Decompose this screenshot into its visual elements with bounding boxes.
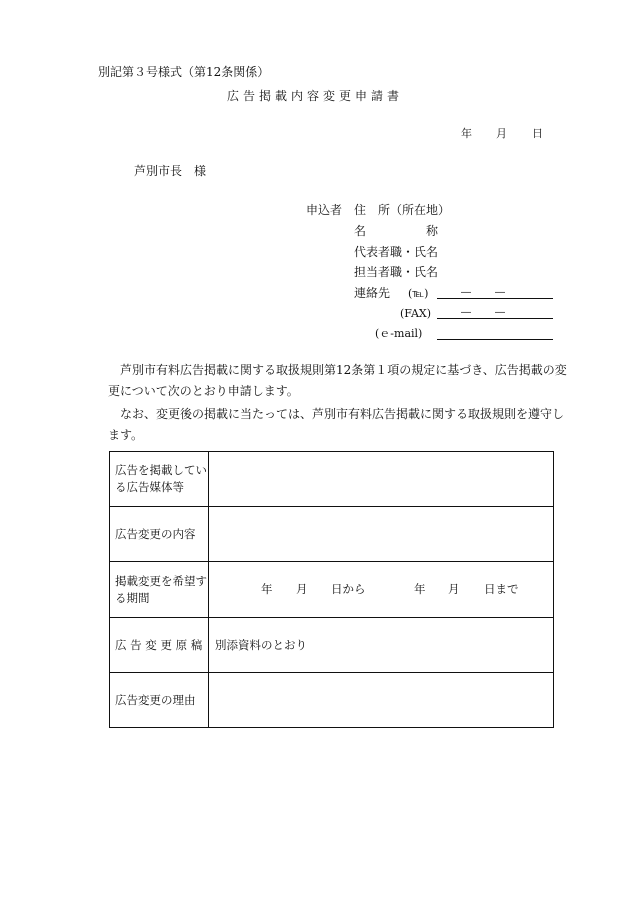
- row-value-draft[interactable]: 別添資料のとおり: [209, 618, 554, 673]
- table-row: [110, 507, 554, 562]
- addressee: 芦別市長 様: [134, 164, 207, 178]
- document-title: 広告掲載内容変更申請書: [226, 89, 403, 103]
- tel-line[interactable]: [437, 298, 553, 299]
- row-label-reason: 広告変更の理由: [110, 673, 209, 728]
- row-value-media[interactable]: [209, 452, 554, 507]
- row-value-reason[interactable]: [209, 673, 554, 728]
- date-day: 日: [532, 127, 543, 140]
- fax-label: (FAX): [400, 307, 432, 320]
- contact-person-label: 担当者職・氏名: [354, 265, 439, 279]
- applicant-name-label-a: 名: [354, 224, 367, 238]
- date-year: 年: [461, 127, 472, 140]
- row-label-content: 広告変更の内容: [110, 507, 209, 562]
- application-table: [109, 451, 554, 728]
- row-value-period[interactable]: [209, 562, 554, 618]
- applicant-name-label-b: 称: [426, 224, 439, 238]
- table-row: [110, 562, 554, 618]
- fax-dash-1: ―: [461, 307, 471, 318]
- tel-dash-1: ―: [461, 287, 471, 298]
- email-label: (ｅ-mail): [375, 327, 423, 340]
- period-to-year: 年: [414, 582, 426, 596]
- table-row: [110, 618, 554, 673]
- body-paragraph-1: 芦別市有料広告掲載に関する取扱規則第12条第１項の規定に基づき、広告掲載の変更について次のとおり申請します。: [108, 363, 567, 398]
- table-row: [110, 452, 554, 507]
- row-label-period: 掲載変更を希望する期間: [110, 562, 209, 618]
- applicant-label: 申込者: [306, 203, 343, 217]
- period-to-day: 日まで: [484, 582, 519, 596]
- applicant-address-label: 住 所（所在地）: [354, 203, 451, 217]
- period-from-day: 日から: [331, 582, 366, 596]
- row-label-draft: 広 告 変 更 原 稿: [110, 618, 209, 673]
- representative-label: 代表者職・氏名: [354, 245, 439, 259]
- contact-label: 連絡先: [354, 286, 391, 300]
- fax-line[interactable]: [437, 318, 553, 319]
- period-from-month: 月: [296, 582, 308, 596]
- email-line[interactable]: [437, 339, 553, 340]
- tel-label: (℡): [408, 287, 429, 300]
- period-from-year: 年: [261, 582, 273, 596]
- form-number: 別記第３号様式（第12条関係）: [98, 65, 270, 79]
- fax-dash-2: ―: [495, 307, 505, 318]
- table-row: [110, 673, 554, 728]
- period-to-month: 月: [448, 582, 460, 596]
- body-paragraph-2: なお、変更後の掲載に当たっては、芦別市有料広告掲載に関する取扱規則を遵守します。: [108, 407, 565, 442]
- row-value-content[interactable]: [209, 507, 554, 562]
- row-label-media: 広告を掲載している広告媒体等: [110, 452, 209, 507]
- date-month: 月: [496, 127, 507, 140]
- tel-dash-2: ―: [495, 287, 505, 298]
